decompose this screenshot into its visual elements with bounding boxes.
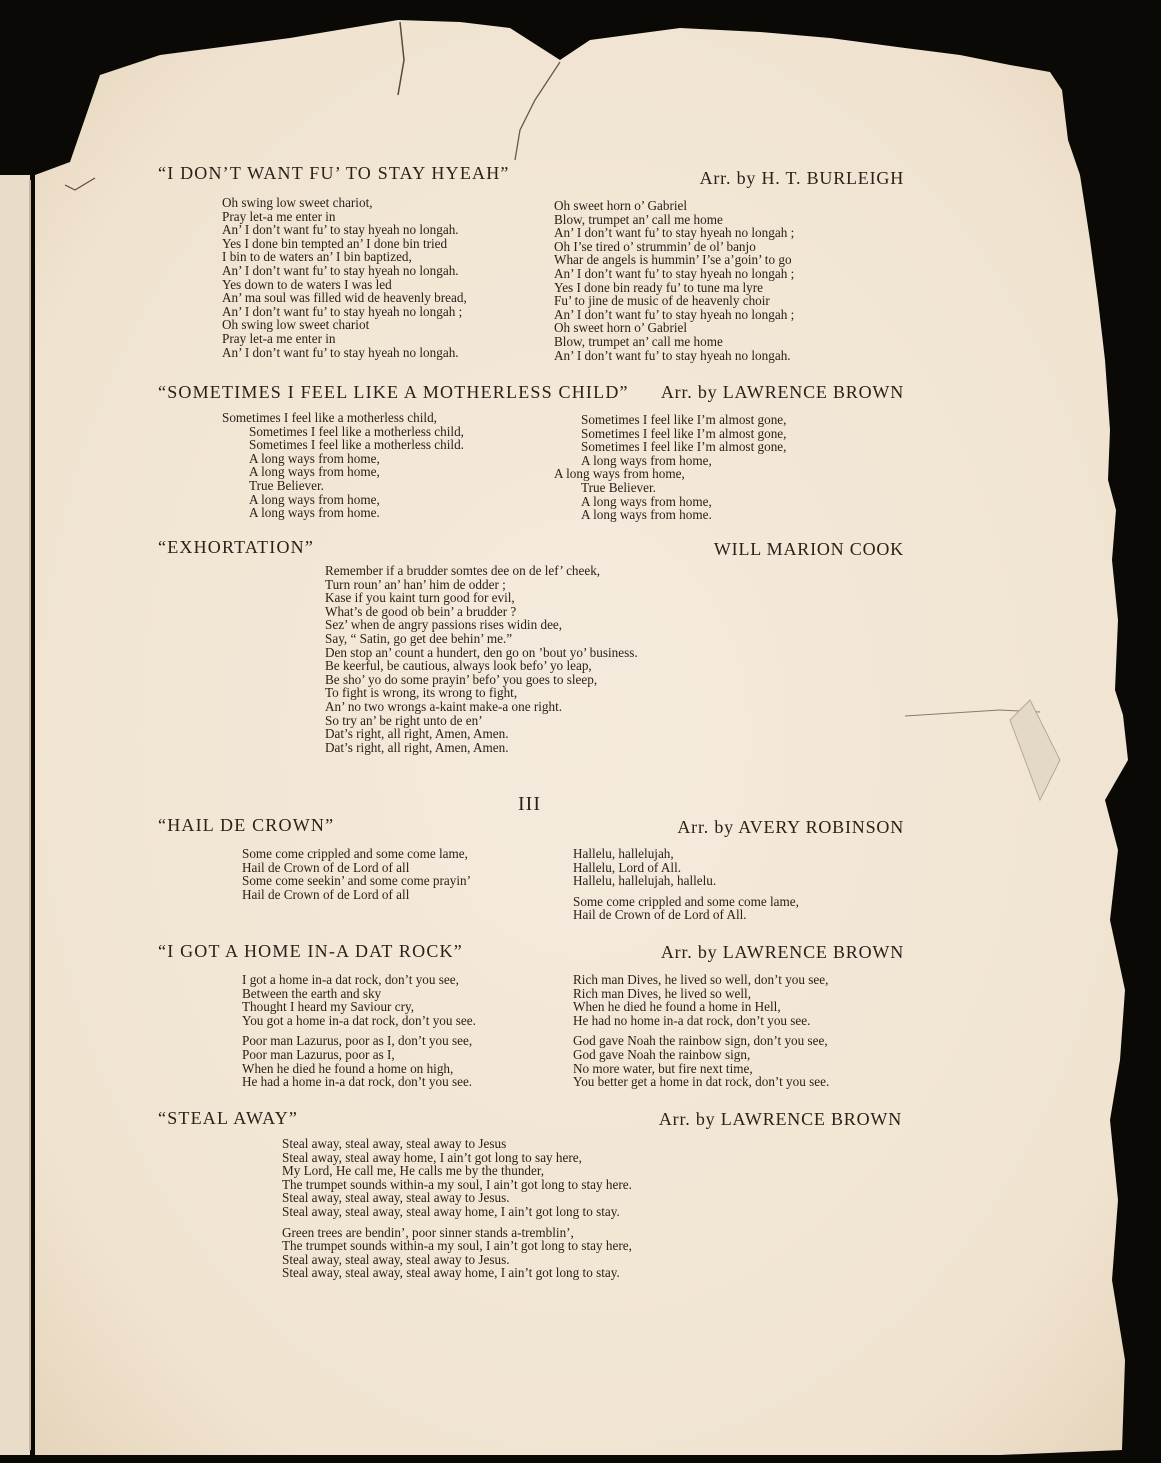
verse-right xyxy=(554,199,794,362)
lyric-line: You got a home in-a dat rock, don’t you see. xyxy=(242,1012,476,1028)
lyric-line: Sometimes I feel like I’m almost gone, xyxy=(581,412,787,427)
lyric-line: The trumpet sounds within-a my soul, I ain’t got long to stay here. xyxy=(282,1176,632,1192)
lyric-line: An’ ma soul was filled wid de heavenly bread, xyxy=(222,290,467,306)
lyric-line: Steal away, steal away, steal away to Jesus. xyxy=(282,1251,510,1267)
song-title: “I GOT A HOME IN-A DAT ROCK” xyxy=(158,941,463,961)
lyric-line: Sometimes I feel like I’m almost gone, xyxy=(581,439,787,455)
lyric-line: Oh swing low sweet chariot, xyxy=(222,195,373,210)
lyric-line: Steal away, steal away, steal away to Jesus xyxy=(282,1136,507,1151)
lyric-line: Green trees are bendin’, poor sinner stands a-tremblin’, xyxy=(282,1224,574,1240)
lyric-line: An’ I don’t want fu’ to stay hyeah no longah. xyxy=(554,347,791,363)
verse-left xyxy=(242,973,476,1089)
lyric-line: A long ways from home, xyxy=(581,452,712,468)
lyric-line: Some come seekin’ and some come prayin’ xyxy=(242,873,471,889)
verse-single xyxy=(325,564,638,754)
song-title: “I DON’T WANT FU’ TO STAY HYEAH” xyxy=(158,163,510,183)
lyric-line: So try an’ be right unto de en’ xyxy=(325,712,483,728)
lyric-line: Hail de Crown of de Lord of All. xyxy=(573,907,747,923)
lyric-line: Yes I done bin ready fu’ to tune ma lyre xyxy=(554,279,763,295)
lyric-line: God gave Noah the rainbow sign, don’t you see, xyxy=(573,1033,828,1049)
lyric-line: A long ways from home, xyxy=(249,450,380,466)
lyric-line: Oh sweet horn o’ Gabriel xyxy=(554,320,688,336)
song-title: “SOMETIMES I FEEL LIKE A MOTHERLESS CHILD” xyxy=(158,382,629,402)
verse-single xyxy=(282,1137,632,1280)
verse-right xyxy=(554,413,786,522)
lyric-line: Remember if a brudder somtes dee on de lef’ cheek, xyxy=(325,563,601,578)
lyric-line: Yes down to de waters I was led xyxy=(222,276,392,292)
lyric-line: Be sho’ yo do some prayin’ befo’ you goes to sleep, xyxy=(325,671,598,687)
lyric-line: No more water, but fire next time, xyxy=(573,1060,753,1076)
lyric-line: An’ I don’t want fu’ to stay hyeah no longah ; xyxy=(554,265,795,281)
lyric-line: Between the earth and sky xyxy=(242,985,382,1001)
verse-left xyxy=(222,196,467,359)
lyric-line: Rich man Dives, he lived so well, don’t you see, xyxy=(573,972,829,987)
lyric-line: Blow, trumpet an’ call me home xyxy=(554,333,723,349)
lyric-line: A long ways from home, xyxy=(249,491,380,507)
lyric-line: Steal away, steal away home, I ain’t got long to say here, xyxy=(282,1149,582,1165)
lyric-line: When he died he found a home in Hell, xyxy=(573,999,781,1015)
lyric-line: He had no home in-a dat rock, don’t you see. xyxy=(573,1012,811,1028)
lyric-line: Steal away, steal away, steal away home, I ain’t got long to stay. xyxy=(282,1203,620,1219)
lyric-line: True Believer. xyxy=(581,479,656,495)
lyric-line: Blow, trumpet an’ call me home xyxy=(554,211,723,227)
lyric-line: I got a home in-a dat rock, don’t you see, xyxy=(242,972,459,987)
lyric-line: A long ways from home, xyxy=(554,466,685,482)
verse-left xyxy=(222,411,464,520)
lyric-line: You better get a home in dat rock, don’t you see. xyxy=(573,1074,830,1090)
lyric-line: Hallelu, hallelujah, xyxy=(573,846,674,861)
lyric-line: Hallelu, Lord of All. xyxy=(573,859,682,875)
lyric-line: To fight is wrong, its wrong to fight, xyxy=(325,685,518,701)
song-author: WILL MARION COOK xyxy=(713,539,904,559)
verse-left xyxy=(242,847,471,901)
lyric-line: An’ I don’t want fu’ to stay hyeah no longah. xyxy=(222,262,459,278)
lyric-line: A long ways from home, xyxy=(581,493,712,509)
lyric-line: An’ no two wrongs a-kaint make-a one right. xyxy=(325,698,563,714)
lyric-line: When he died he found a home on high, xyxy=(242,1060,454,1076)
lyric-line: A long ways from home. xyxy=(249,505,380,521)
lyric-line: Steal away, steal away, steal away to Jesus. xyxy=(282,1190,510,1206)
lyric-line: Thought I heard my Saviour cry, xyxy=(242,999,415,1015)
verse-right xyxy=(573,847,799,922)
lyric-line: Pray let-a me enter in xyxy=(222,208,336,224)
lyric-line: Be keerful, be cautious, always look befo’ yo leap, xyxy=(325,658,592,674)
lyric-line: Oh sweet horn o’ Gabriel xyxy=(554,198,688,213)
underlying-page-edge xyxy=(0,175,30,1455)
lyric-line: He had a home in-a dat rock, don’t you see. xyxy=(242,1074,473,1090)
lyric-line: A long ways from home, xyxy=(249,464,380,480)
lyric-line: Sometimes I feel like a motherless child, xyxy=(222,410,437,425)
lyric-line: Some come crippled and some come lame, xyxy=(242,846,468,861)
song-title: “EXHORTATION” xyxy=(158,537,315,557)
lyric-line: Sometimes I feel like I’m almost gone, xyxy=(581,425,787,441)
lyric-line: Oh I’se tired o’ strummin’ de ol’ banjo xyxy=(554,238,756,254)
lyric-line: Sez’ when de angry passions rises widin dee, xyxy=(325,617,563,633)
lyric-line: An’ I don’t want fu’ to stay hyeah no longah ; xyxy=(554,225,795,241)
lyric-line: Kase if you kaint turn good for evil, xyxy=(325,590,515,606)
lyric-line: Oh swing low sweet chariot xyxy=(222,317,370,333)
song-arranger: Arr. by LAWRENCE BROWN xyxy=(660,382,904,402)
lyric-line: God gave Noah the rainbow sign, xyxy=(573,1046,751,1062)
lyric-line: Whar de angels is hummin’ I’se a’goin’ to go xyxy=(554,252,792,268)
lyric-line: An’ I don’t want fu’ to stay hyeah no longah ; xyxy=(222,303,463,319)
lyric-line: What’s de good ob bein’ a brudder ? xyxy=(325,603,517,619)
lyric-line: Say, “ Satin, go get dee behin’ me.” xyxy=(325,630,513,646)
lyric-line: Yes I done bin tempted an’ I done bin tried xyxy=(222,235,448,251)
lyric-line: Sometimes I feel like a motherless child. xyxy=(249,437,464,453)
lyric-line: The trumpet sounds within-a my soul, I ain’t got long to stay here, xyxy=(282,1238,632,1254)
lyric-line: Hail de Crown of de Lord of all xyxy=(242,886,410,902)
lyric-line: A long ways from home. xyxy=(581,507,712,523)
lyric-line: Fu’ to jine de music of de heavenly choir xyxy=(554,293,770,309)
lyric-line: Sometimes I feel like a motherless child, xyxy=(249,423,464,439)
song-arranger: Arr. by AVERY ROBINSON xyxy=(677,817,904,837)
lyric-line: An’ I don’t want fu’ to stay hyeah no longah ; xyxy=(554,306,795,322)
verse-right xyxy=(573,973,829,1089)
lyric-line: Turn roun’ an’ han’ him de odder ; xyxy=(325,576,506,592)
section-number: III xyxy=(518,793,541,815)
lyric-line: Some come crippled and some come lame, xyxy=(573,893,799,909)
lyric-line: Den stop an’ count a hundert, den go on ’bout yo’ business. xyxy=(325,644,638,660)
lyric-line: An’ I don’t want fu’ to stay hyeah no longah. xyxy=(222,222,459,238)
lyric-line: Hail de Crown of de Lord of all xyxy=(242,859,410,875)
song-arranger: Arr. by LAWRENCE BROWN xyxy=(660,942,904,962)
song-title: “HAIL DE CROWN” xyxy=(158,815,335,835)
lyric-line: Poor man Lazurus, poor as I, don’t you see, xyxy=(242,1033,473,1049)
lyric-line: My Lord, He call me, He calls me by the thunder, xyxy=(282,1163,545,1179)
lyric-line: True Believer. xyxy=(249,477,324,493)
song-arranger: Arr. by H. T. BURLEIGH xyxy=(699,168,904,188)
lyric-line: Dat’s right, all right, Amen, Amen. xyxy=(325,739,509,755)
lyric-line: Steal away, steal away, steal away home, I ain’t got long to stay. xyxy=(282,1265,620,1281)
lyric-line: Dat’s right, all right, Amen, Amen. xyxy=(325,726,509,742)
lyric-line: Poor man Lazurus, poor as I, xyxy=(242,1046,395,1062)
lyric-line: An’ I don’t want fu’ to stay hyeah no longah. xyxy=(222,344,459,360)
lyric-line: I bin to de waters an’ I bin baptized, xyxy=(222,249,412,265)
lyric-line: Rich man Dives, he lived so well, xyxy=(573,985,751,1001)
song-title: “STEAL AWAY” xyxy=(158,1108,299,1128)
song-arranger: Arr. by LAWRENCE BROWN xyxy=(658,1109,902,1129)
lyric-line: Hallelu, hallelujah, hallelu. xyxy=(573,873,717,889)
lyric-line: Pray let-a me enter in xyxy=(222,330,336,346)
